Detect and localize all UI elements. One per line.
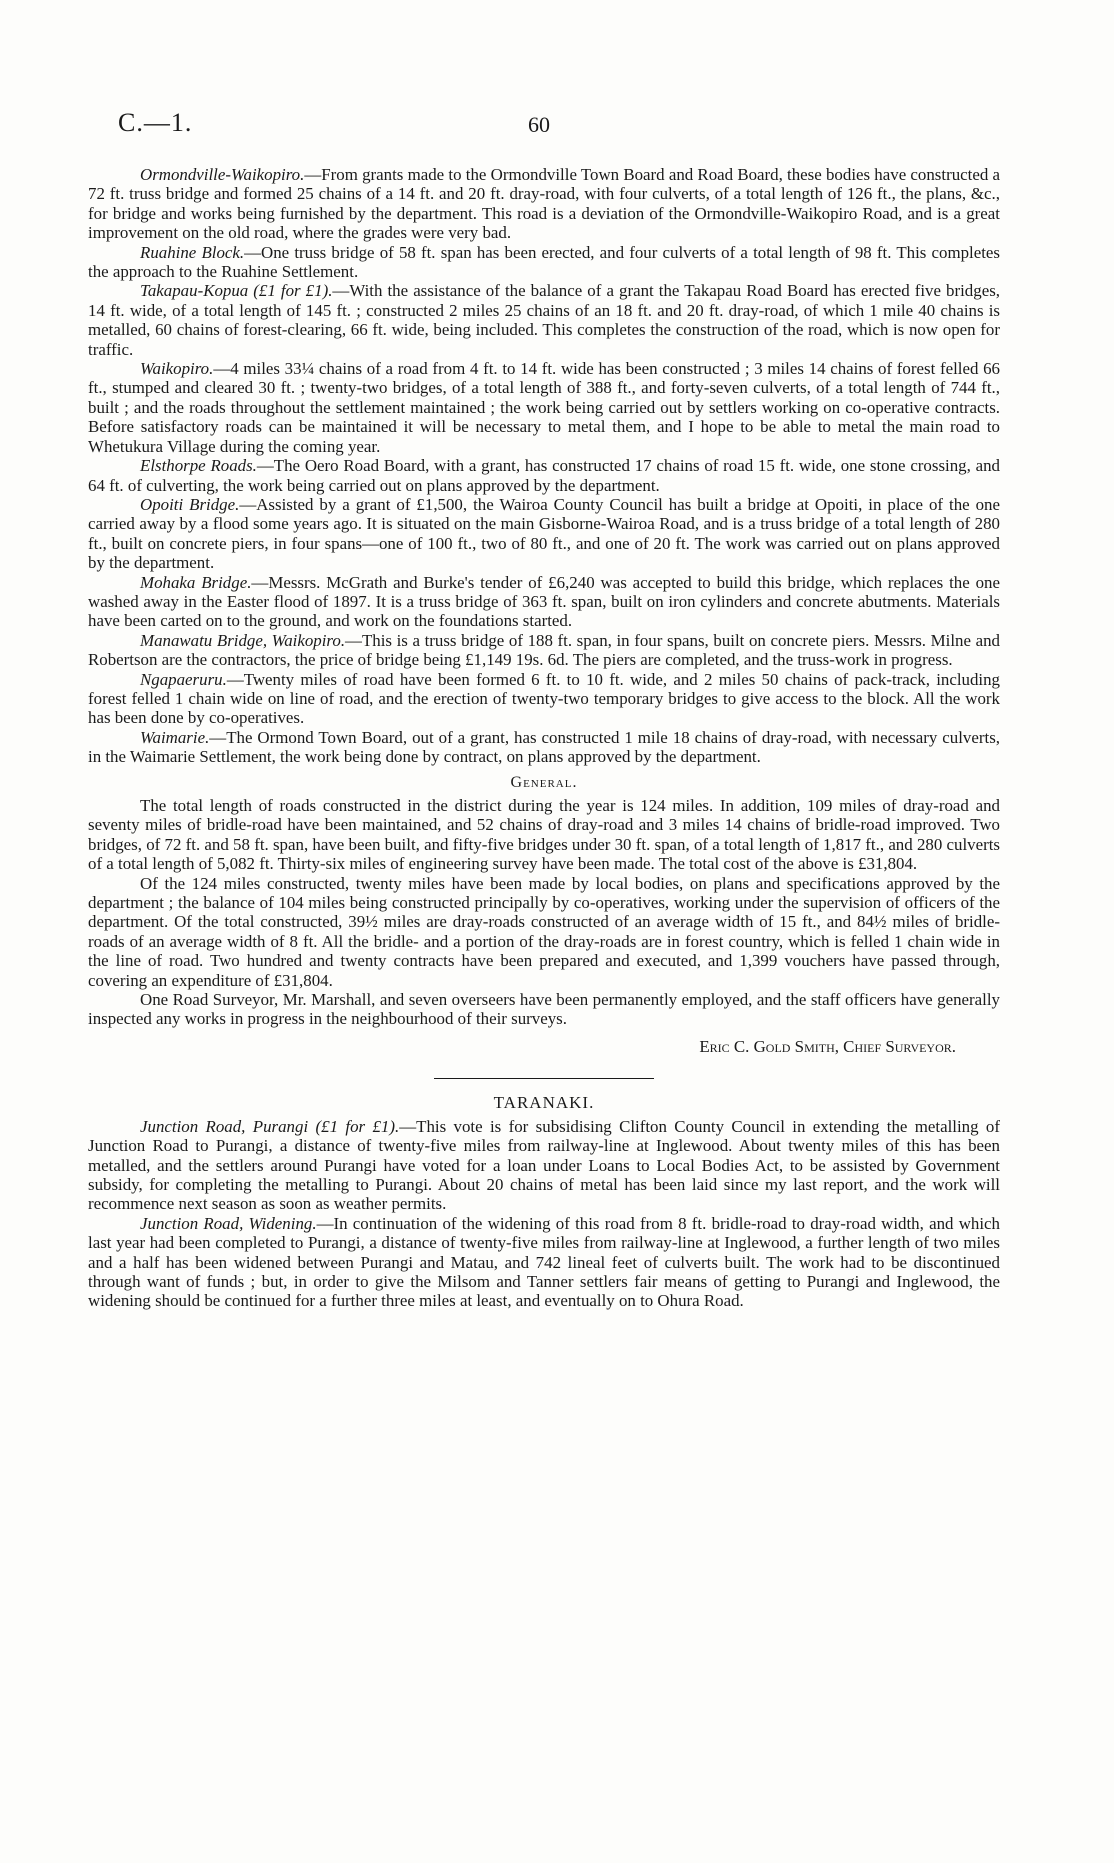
paragraph-title: Elsthorpe Roads. [140, 456, 257, 476]
paragraph-text: —Messrs. McGrath and Burke's tender of £6,240 was accepted to build this bridge, which replaces the one washed away in the Easter flood of 1897. It is a truss bridge of 363 ft. span, built on iron cylinders and concrete abutments. Materials have been carted on to the ground, and work on the foundations started. [88, 572, 1000, 631]
page-number: 60 [528, 112, 550, 137]
signature: Eric C. Gold Smith, Chief Surveyor. [699, 1036, 956, 1056]
paragraph-text: —4 miles 33¼ chains of a road from 4 ft. to 14 ft. wide has been constructed ; 3 miles 14 chains of forest felled 66 ft., stumped and cleared 30 ft. ; twenty-two bridges, of a total length of 388 ft., and forty-seven culverts, of a total length of 744 ft., built ; and the roads throughout the settlement maintained ; the work being carried out by settlers working on co-operative contracts. Before satisfactory roads can be maintained it will be necessary to metal them, and I hope to be able to metal the main road to Whetukura Village during the coming year. [88, 359, 1000, 456]
paragraph-text: —In continuation of the widening of this road from 8 ft. bridle-road to dray-road width, and which last year had been completed to Purangi, a distance of twenty-five miles from railway-line at Inglewood, a further length of two miles and a half has been widened between Purangi and Matau, and 742 lineal feet of culverts built. The work had to be discontinued through want of funds ; but, in order to give the Milsom and Tanner settlers fair means of getting to Purangi and Inglewood, the widening should be continued for a further three miles at least, and eventually on to Ohura Road. [88, 1213, 1000, 1311]
paragraph-text: —Assisted by a grant of £1,500, the Wairoa County Council has built a bridge at Opoiti, in place of the one carried away by a flood some years ago. It is situated on the main Gisborne-Wairoa Road, and is a truss bridge of a total length of 280 ft., built on concrete piers, in four spans—one of 100 ft., two of 80 ft., and one of 20 ft. The work was carried out on plans approved by the department. [88, 494, 1000, 573]
paragraph-text: —From grants made to the Ormondville Town Board and Road Board, these bodies have constructed a 72 ft. truss bridge and formed 25 chains of a 14 ft. and 20 ft. dray-road, with four culverts, of a total length of 126 ft., the plans, &c., for bridge and works being furnished by the department. This road is a deviation of the Ormondville-Waikopiro Road, and is a great improvement on the old road, where the grades were very bad. [88, 165, 1000, 243]
paragraph-text: —Twenty miles of road have been formed 6 ft. to 10 ft. wide, and 2 miles 50 chains of pack-track, including forest felled 1 chain wide on line of road, and the erection of twenty-two temporary bridges to give access to the block. All the work has been done by co-operatives. [88, 669, 1000, 728]
section-divider [434, 1078, 654, 1079]
paragraph-title: Takapau-Kopua (£1 for £1). [140, 281, 333, 301]
document-body [88, 165, 1000, 1311]
paragraph-title: Ruahine Block. [140, 242, 245, 262]
paragraph-text: —The Oero Road Board, with a grant, has constructed 17 chains of road 15 ft. wide, one stone crossing, and 64 ft. of culverting, the work being carried out on plans approved by the department. [88, 456, 1000, 495]
paragraph-title: Mohaka Bridge. [140, 572, 252, 592]
document-reference: C.—1. [118, 108, 193, 137]
paragraph [88, 165, 1000, 243]
general-heading: General. [510, 773, 578, 791]
paragraph [88, 456, 1000, 495]
paragraph-title: Waikopiro. [140, 359, 214, 379]
paragraph-text: —With the assistance of the balance of a grant the Takapau Road Board has erected five bridges, 14 ft. wide, of a total length of 145 ft. ; constructed 2 miles 25 chains of an 18 ft. and 20 ft. dray-road, of which 1 mile 40 chains is metalled, 60 chains of forest-clearing, 66 ft. wide, being included. This completes the construction of the road, which is now open for traffic. [88, 281, 1000, 359]
paragraph-text: —This is a truss bridge of 188 ft. span, in four spans, built on concrete piers. Messrs. Milne and Robertson are the contractors, the price of bridge being £1,149 19s. 6d. The piers are completed, and the truss-work in progress. [88, 630, 1001, 670]
general-paragraph: The total length of roads constructed in the district during the year is 124 miles. In addition, 109 miles of dray-road and seventy miles of bridle-road have been maintained, and 52 chains of dray-road and 3 miles 14 chains of bridle-road improved. Two bridges, of 72 ft. and 58 ft. span, have been built, and fifty-five bridges under 30 ft. span, of a total length of 1,817 ft., and 280 culverts of a total length of 5,082 ft. Thirty-six miles of engineering survey have been made. The total cost of the above is £31,804. [88, 796, 1000, 874]
paragraph [88, 359, 1000, 456]
paragraph-title: Ngapaeruru. [140, 669, 227, 689]
section-heading-taranaki: TARANAKI. [493, 1093, 595, 1113]
general-paragraph: One Road Surveyor, Mr. Marshall, and seven overseers have been permanently employed, and the staff officers have generally inspected any works in progress in the neighbourhood of their surveys. [88, 990, 1000, 1029]
paragraph [88, 670, 1000, 728]
paragraph [88, 1117, 1000, 1214]
paragraph-title: Junction Road, Widening. [140, 1213, 317, 1233]
paragraph [88, 1214, 1000, 1311]
paragraph-text: —One truss bridge of 58 ft. span has been erected, and four culverts of a total length of 98 ft. This completes the approach to the Ruahine Settlement. [88, 242, 1000, 282]
paragraph [88, 281, 1000, 359]
paragraph [88, 631, 1000, 670]
general-paragraph: Of the 124 miles constructed, twenty miles have been made by local bodies, on plans and specifications approved by the department ; the balance of 104 miles being constructed principally by co-operatives, working under the supervision of officers of the department. Of the total constructed, 39½ miles are dray-roads constructed of an average width of 15 ft., and 84½ miles of bridle-roads of an average width of 8 ft. All the bridle- and a portion of the dray-roads are in forest country, which is felled 1 chain wide in the line of road. Two hundred and twenty contracts have been prepared and executed, and 1,399 vouchers have passed through, covering an expenditure of £31,804. [88, 873, 1000, 990]
hawkes-bay-works [88, 165, 1000, 767]
taranaki-works [88, 1117, 1000, 1311]
paragraph-title: Waimarie. [140, 727, 210, 747]
general-summary [88, 796, 1000, 1029]
paragraph-text: —The Ormond Town Board, out of a grant, has constructed 1 mile 18 chains of dray-road, with necessary culverts, in the Waimarie Settlement, the work being done by contract, on plans approved by the department. [88, 727, 1000, 767]
paragraph [88, 728, 1000, 767]
paragraph-title: Junction Road, Purangi (£1 for £1). [140, 1116, 400, 1136]
paragraph [88, 573, 1000, 631]
paragraph [88, 243, 1000, 282]
paragraph-title: Opoiti Bridge. [140, 494, 240, 514]
paragraph [88, 495, 1000, 573]
paragraph-title: Manawatu Bridge, Waikopiro. [140, 630, 346, 650]
paragraph-text: —This vote is for subsidising Clifton County Council in extending the metalling of Junction Road to Purangi, a distance of twenty-five miles from railway-line at Inglewood. About twenty miles of this has been metalled, and the settlers around Purangi have voted for a loan under Loans to Local Bodies Act, to be assisted by Government subsidy, for completing the metalling to Purangi. About 20 chains of metal has been laid since my last report, and the work will recommence next season as soon as weather permits. [88, 1116, 1001, 1214]
paragraph-title: Ormondville-Waikopiro. [140, 165, 305, 184]
